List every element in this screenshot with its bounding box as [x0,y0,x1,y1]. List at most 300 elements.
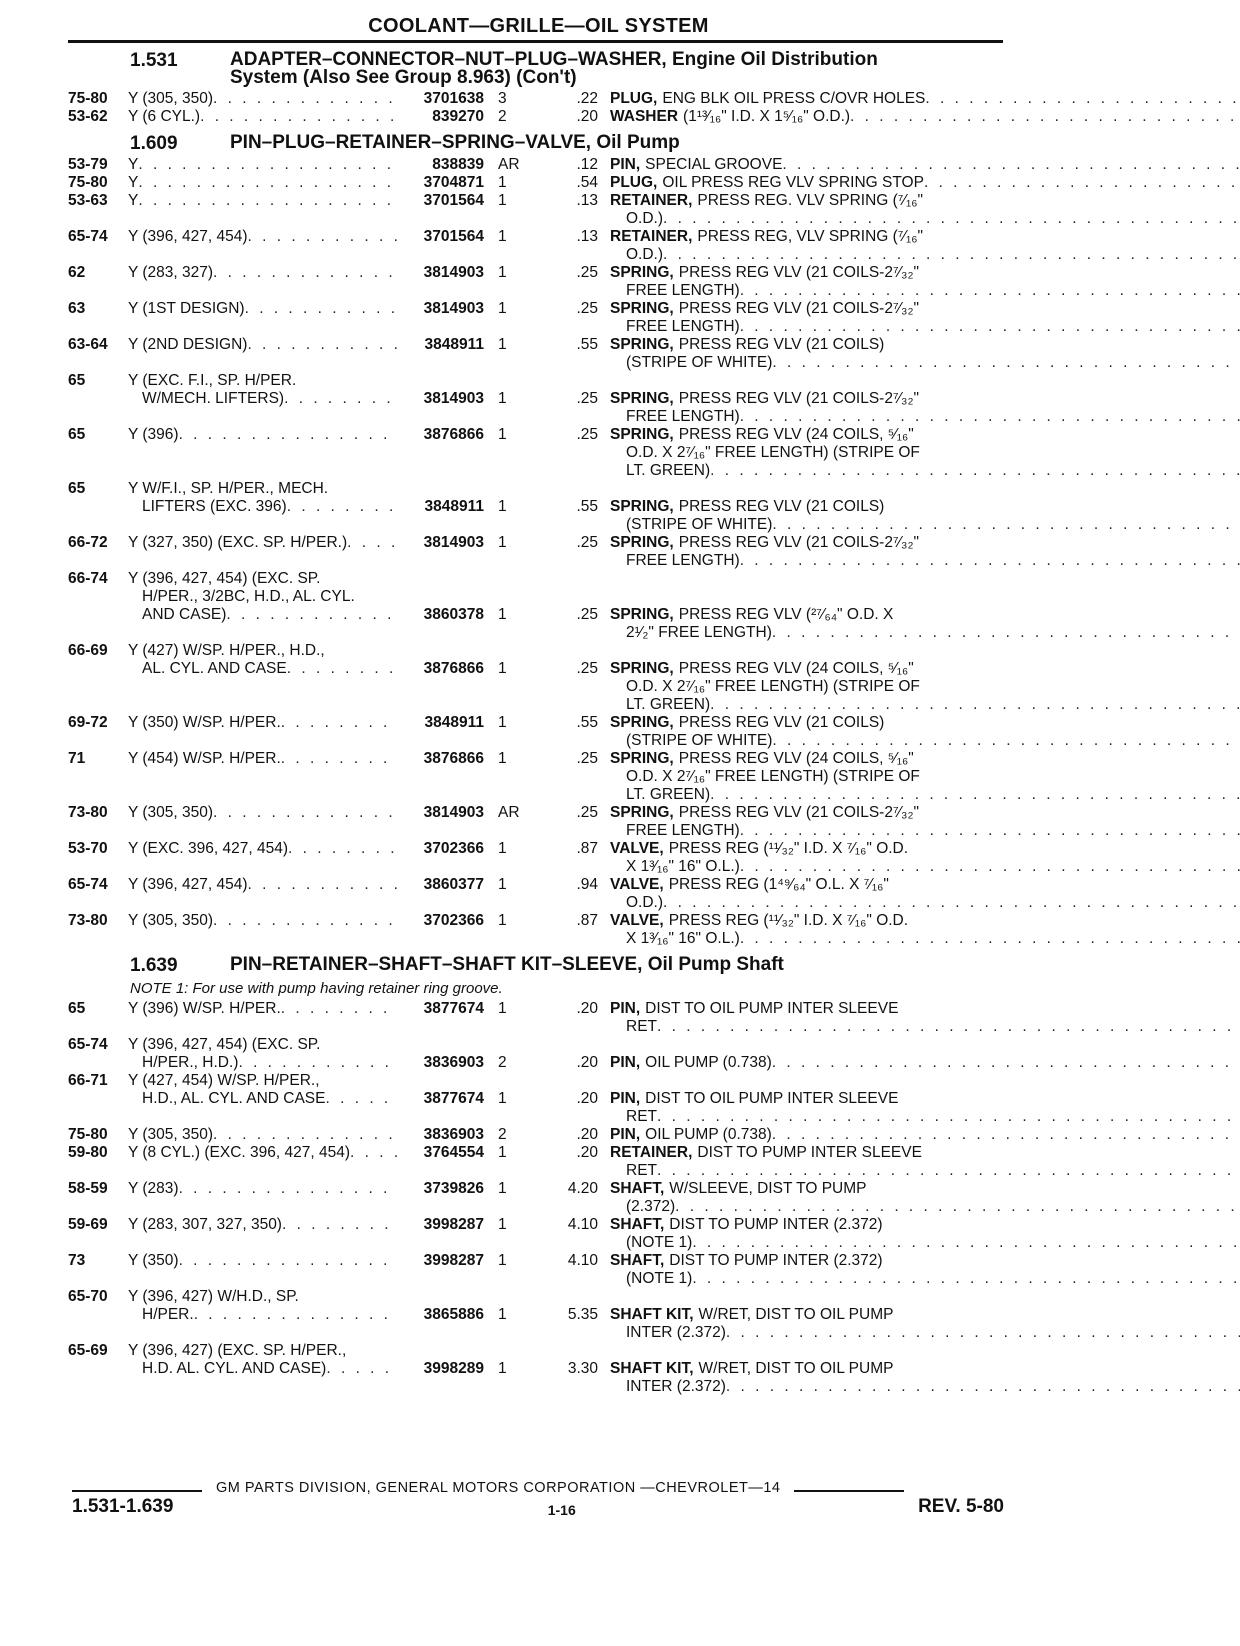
application-text: Y (396, 427, 454) (EXC. SP. [128,1036,321,1053]
part-name: PIN, [610,1054,641,1071]
part-number: 3814903 [423,804,484,821]
part-figures [398,840,610,876]
application [128,264,398,300]
application [128,1000,398,1036]
description-text: PRESS REG VLV (24 COILS, ⁵⁄₁₆" [678,750,914,767]
application-line [128,588,398,606]
application [128,1072,398,1126]
description [610,1342,1240,1396]
application-line [128,1306,398,1324]
application [128,714,398,750]
part-row [68,1036,1003,1072]
model-years: 58-59 [68,1180,108,1197]
description-text: PRESS REG (1⁴⁹⁄₆₄" O.L. X ⁷⁄₁₆" [668,876,889,893]
dot-leader [675,1198,1240,1216]
part-row [68,372,1003,426]
application [128,156,398,174]
quantity: 1 [498,1252,507,1269]
application-line [128,534,398,552]
part-number: 3848911 [424,336,484,353]
description-line [610,696,1240,714]
part-figures [398,228,610,264]
dot-leader [710,696,1240,714]
part-figures [398,300,610,336]
dot-leader [287,498,398,516]
part-figures [398,174,610,192]
application-text: Y (EXC. F.I., SP. H/PER. [128,372,297,389]
part-row [68,192,1003,228]
description-line [610,228,1240,246]
application-line [128,1072,398,1090]
description-text: PRESS REG VLV (24 COILS, ⁵⁄₁₆" [678,660,914,677]
model-years: 65 [68,372,86,389]
dot-leader [657,1162,1240,1180]
part-figures [398,912,610,948]
application [128,534,398,570]
description-text: LT. GREEN) [626,462,711,479]
part-figures [398,1000,610,1036]
application-text: Y (396, 427) W/H.D., SP. [128,1288,299,1305]
description-line [610,108,1240,126]
part-row [68,876,1003,912]
application-line [128,912,398,930]
description-line [610,462,1240,480]
part-figures [398,1180,610,1216]
part-number: 3739826 [423,1180,484,1197]
dot-leader [213,1126,398,1144]
model-years: 53-63 [68,192,108,209]
application-line [128,192,398,210]
dot-leader [284,390,398,408]
description [610,642,1240,714]
description-line [610,552,1240,570]
description [610,1000,1240,1036]
application-line [128,1054,398,1072]
application [128,1288,398,1342]
description [610,300,1240,336]
model-years: 66-74 [68,570,108,587]
application-text: Y (427, 454) W/SP. H/PER., [128,1072,320,1089]
model-years: 62 [68,264,86,281]
description [610,90,1240,108]
application [128,570,398,642]
price: 4.10 [567,1216,598,1233]
dot-leader [740,408,1240,426]
parts-list [68,156,1003,948]
section-title [230,51,1003,87]
quantity: 1 [498,750,507,767]
part-row [68,156,1003,174]
application-line [128,804,398,822]
application-line [128,156,398,174]
part-row [68,840,1003,876]
description [610,174,1240,192]
quantity: 1 [498,1360,507,1377]
description-line [610,444,1240,462]
description-text: PRESS REG. VLV SPRING (⁷⁄₁₆" [697,192,923,209]
model-years: 66-72 [68,534,108,551]
application [128,1342,398,1396]
application-line [128,714,398,732]
application-line [128,1252,398,1270]
dot-leader [281,1000,398,1018]
application-text: Y (2ND DESIGN) [128,336,248,353]
quantity: 1 [498,876,507,893]
description-text: PRESS REG VLV (21 COILS-2⁷⁄₃₂" [678,390,919,407]
application-text: AND CASE) [142,606,227,623]
section-note: NOTE 1: For use with pump having retainer ring groove. [130,980,503,997]
description-line [610,1126,1240,1144]
description-text: RET [626,1162,657,1179]
part-row [68,714,1003,750]
dot-leader [740,822,1240,840]
price: .54 [576,174,598,191]
application-text: Y (396, 427, 454) (EXC. SP. [128,570,321,587]
price: .94 [576,876,598,893]
application [128,174,398,192]
description-line [610,1054,1240,1072]
part-name: SPRING, [610,660,674,677]
price: .25 [576,390,598,407]
model-years: 65-74 [68,1036,108,1053]
description-text: SPECIAL GROOVE [645,156,783,173]
dot-leader [282,1216,398,1234]
part-figures [398,1288,610,1342]
description-text: DIST TO OIL PUMP INTER SLEEVE [645,1000,899,1017]
quantity: 1 [498,390,507,407]
part-name: PLUG, [610,174,658,191]
part-number: 3998289 [423,1360,484,1377]
part-name: RETAINER, [610,228,693,245]
description-text: (STRIPE OF WHITE) [626,732,773,749]
model-years: 59-80 [68,1144,108,1161]
part-row [68,1072,1003,1126]
description-text: ENG BLK OIL PRESS C/OVR HOLES [662,90,926,107]
application-line [128,90,398,108]
part-number: 3764554 [423,1144,484,1161]
model-years: 65-74 [68,876,108,893]
price: .20 [576,1000,598,1017]
part-row [68,228,1003,264]
dot-leader [740,318,1240,336]
application-text: Y [128,192,139,209]
application-text: Y (305, 350) [128,1126,214,1143]
dot-leader [213,912,398,930]
part-name: VALVE, [610,912,664,929]
dot-leader [740,858,1240,876]
section-title-line: ADAPTER–CONNECTOR–NUT–PLUG–WASHER, Engine Oil Distribution [230,49,878,70]
dot-leader [663,894,1240,912]
quantity: 1 [498,174,507,191]
part-figures [398,426,610,480]
description-line [610,1108,1240,1126]
price: .13 [576,228,598,245]
section-heading [68,956,1003,975]
application-line [128,174,398,192]
part-number: 3998287 [423,1216,484,1233]
model-years: 65-74 [68,228,108,245]
dot-leader [663,246,1240,264]
dot-leader [138,192,398,210]
description-text: OIL PRESS REG VLV SPRING STOP [662,174,924,191]
description [610,1144,1240,1180]
section-heading [68,51,1003,87]
quantity: 1 [498,264,507,281]
description-line [610,1252,1240,1270]
description-text: PRESS REG VLV (21 COILS) [678,336,885,353]
price: .20 [576,1090,598,1107]
application-line [128,300,398,318]
application-text: Y (350) [128,1252,179,1269]
application-line [128,1288,398,1306]
dot-leader [288,840,398,858]
dot-leader [347,534,398,552]
description-text: W/RET, DIST TO OIL PUMP [698,1360,894,1377]
description-text: O.D. X 2⁷⁄₁₆" FREE LENGTH) (STRIPE OF [626,678,920,695]
part-figures [398,714,610,750]
part-number: 3876866 [423,426,484,443]
description [610,156,1240,174]
quantity: 1 [498,300,507,317]
price: 3.30 [567,1360,598,1377]
application [128,1126,398,1144]
dot-leader [692,1270,1240,1288]
part-row [68,480,1003,534]
part-figures [398,876,610,912]
section-heading [68,134,1003,153]
description-text: (2.372) [626,1198,676,1215]
description-line [610,858,1240,876]
part-number: 3998287 [423,1252,484,1269]
application [128,750,398,804]
description-line [610,930,1240,948]
description [610,264,1240,300]
part-figures [398,1216,610,1252]
application-text: Y [128,174,139,191]
part-figures [398,108,610,126]
application-text: LIFTERS (EXC. 396) [142,498,287,515]
model-years: 65 [68,426,86,443]
description-line [610,804,1240,822]
application-line [128,480,398,498]
page-footer [72,1480,1004,1518]
part-name: PIN, [610,1126,641,1143]
part-row [68,108,1003,126]
part-figures [398,156,610,174]
description-line [610,90,1240,108]
application [128,1216,398,1252]
dot-leader [179,426,398,444]
description [610,1252,1240,1288]
application-text: Y W/F.I., SP. H/PER., MECH. [128,480,329,497]
quantity: 1 [498,426,507,443]
application-line [128,1216,398,1234]
description [610,750,1240,804]
description-line [610,660,1240,678]
description-text: FREE LENGTH) [626,282,740,299]
description-text: FREE LENGTH) [626,318,740,335]
description-line [610,1216,1240,1234]
application-line [128,372,398,390]
application-text: Y (454) W/SP. H/PER. [128,750,281,767]
dot-leader [692,1234,1240,1252]
part-number: 3876866 [423,660,484,677]
application-text: H/PER. [142,1306,194,1323]
description-line [610,192,1240,210]
part-name: SPRING, [610,750,674,767]
description-line [610,732,1240,750]
dot-leader [772,354,1240,372]
part-row [68,1342,1003,1396]
part-name: VALVE, [610,840,664,857]
description-text: RET [626,1108,657,1125]
description-line [610,1180,1240,1198]
dot-leader [138,156,398,174]
description-text: O.D.) [626,246,664,263]
application [128,642,398,714]
dot-leader [287,660,398,678]
model-years: 69-72 [68,714,108,731]
footer-bottom [72,1496,1004,1518]
part-name: SHAFT, [610,1252,665,1269]
description-text: PRESS REG (¹¹⁄₃₂" I.D. X ⁷⁄₁₆" O.D. [668,840,909,857]
dot-leader [772,732,1240,750]
dot-leader [248,228,399,246]
model-years: 71 [68,750,86,767]
description [610,840,1240,876]
description-text: DIST TO OIL PUMP INTER SLEEVE [645,1090,899,1107]
quantity: 1 [498,912,507,929]
description-text: RET [626,1018,657,1035]
application-text: W/MECH. LIFTERS) [142,390,285,407]
description-text: (STRIPE OF WHITE) [626,516,773,533]
application [128,804,398,840]
part-number: 3704871 [423,174,484,191]
price: .25 [576,660,598,677]
price: .20 [576,1054,598,1071]
part-number: 838839 [432,156,484,173]
description-line [610,1270,1240,1288]
application-text: Y (396) W/SP. H/PER. [128,1000,281,1017]
application [128,192,398,228]
quantity: 1 [498,192,507,209]
description [610,192,1240,228]
model-years: 53-79 [68,156,108,173]
dot-leader [213,264,398,282]
application [128,1144,398,1180]
part-name: SPRING, [610,804,674,821]
part-row [68,1216,1003,1252]
application-text: Y (396, 427) (EXC. SP. H/PER., [128,1342,347,1359]
description-line [610,1198,1240,1216]
description [610,570,1240,642]
description-line [610,318,1240,336]
part-figures [398,534,610,570]
description [610,1180,1240,1216]
part-row [68,426,1003,480]
application-text: Y (6 CYL.) [128,108,201,125]
description [610,1072,1240,1126]
application-text: Y (327, 350) (EXC. SP. H/PER.) [128,534,348,551]
price: .20 [576,1126,598,1143]
application-line [128,840,398,858]
price: .25 [576,534,598,551]
description-line [610,210,1240,228]
description-line [610,1090,1240,1108]
application-text: Y (396, 427, 454) [128,228,248,245]
part-number: 3701564 [423,228,484,245]
price: .55 [576,714,598,731]
part-name: SPRING, [610,534,674,551]
part-name: SHAFT KIT, [610,1306,694,1323]
application [128,90,398,108]
description-line [610,390,1240,408]
application-text: Y (8 CYL.) (EXC. 396, 427, 454) [128,1144,350,1161]
header-rule [68,40,1003,43]
dot-leader [245,300,398,318]
part-row [68,90,1003,108]
description-text: FREE LENGTH) [626,408,740,425]
part-figures [398,1126,610,1144]
model-years: 65 [68,1000,86,1017]
model-years: 75-80 [68,90,108,107]
part-number: 3836903 [423,1126,484,1143]
description-line [610,246,1240,264]
application [128,912,398,948]
application-text: Y (283, 327) [128,264,214,281]
application-text: Y (283) [128,1180,179,1197]
description-line [610,822,1240,840]
model-years: 53-62 [68,108,108,125]
catalog-page [68,14,1003,1396]
application [128,228,398,264]
quantity: 1 [498,660,507,677]
application-line [128,876,398,894]
description-text: INTER (2.372) [626,1324,726,1341]
price: .25 [576,606,598,623]
application [128,1180,398,1216]
description-line [610,1360,1240,1378]
part-name: RETAINER, [610,192,693,209]
dot-leader [200,108,398,126]
part-number: 3702366 [423,912,484,929]
application-line [128,108,398,126]
quantity: 1 [498,228,507,245]
price: .22 [576,90,598,107]
dot-leader [238,1054,398,1072]
description-line [610,912,1240,930]
quantity: 1 [498,1216,507,1233]
part-name: PIN, [610,156,641,173]
description-line [610,840,1240,858]
part-number: 3848911 [424,498,484,515]
dot-leader [194,1306,398,1324]
dot-leader [726,1378,1240,1396]
dot-leader [772,1126,1240,1144]
model-years: 73-80 [68,804,108,821]
quantity: 1 [498,714,507,731]
part-figures [398,372,610,426]
model-years: 66-69 [68,642,108,659]
part-name: PIN, [610,1000,641,1017]
description-line [610,174,1240,192]
dot-leader [740,282,1240,300]
description-line [610,408,1240,426]
part-name: SPRING, [610,606,674,623]
parts-list [68,1000,1003,1396]
price: 4.10 [567,1252,598,1269]
description-line [610,156,1240,174]
